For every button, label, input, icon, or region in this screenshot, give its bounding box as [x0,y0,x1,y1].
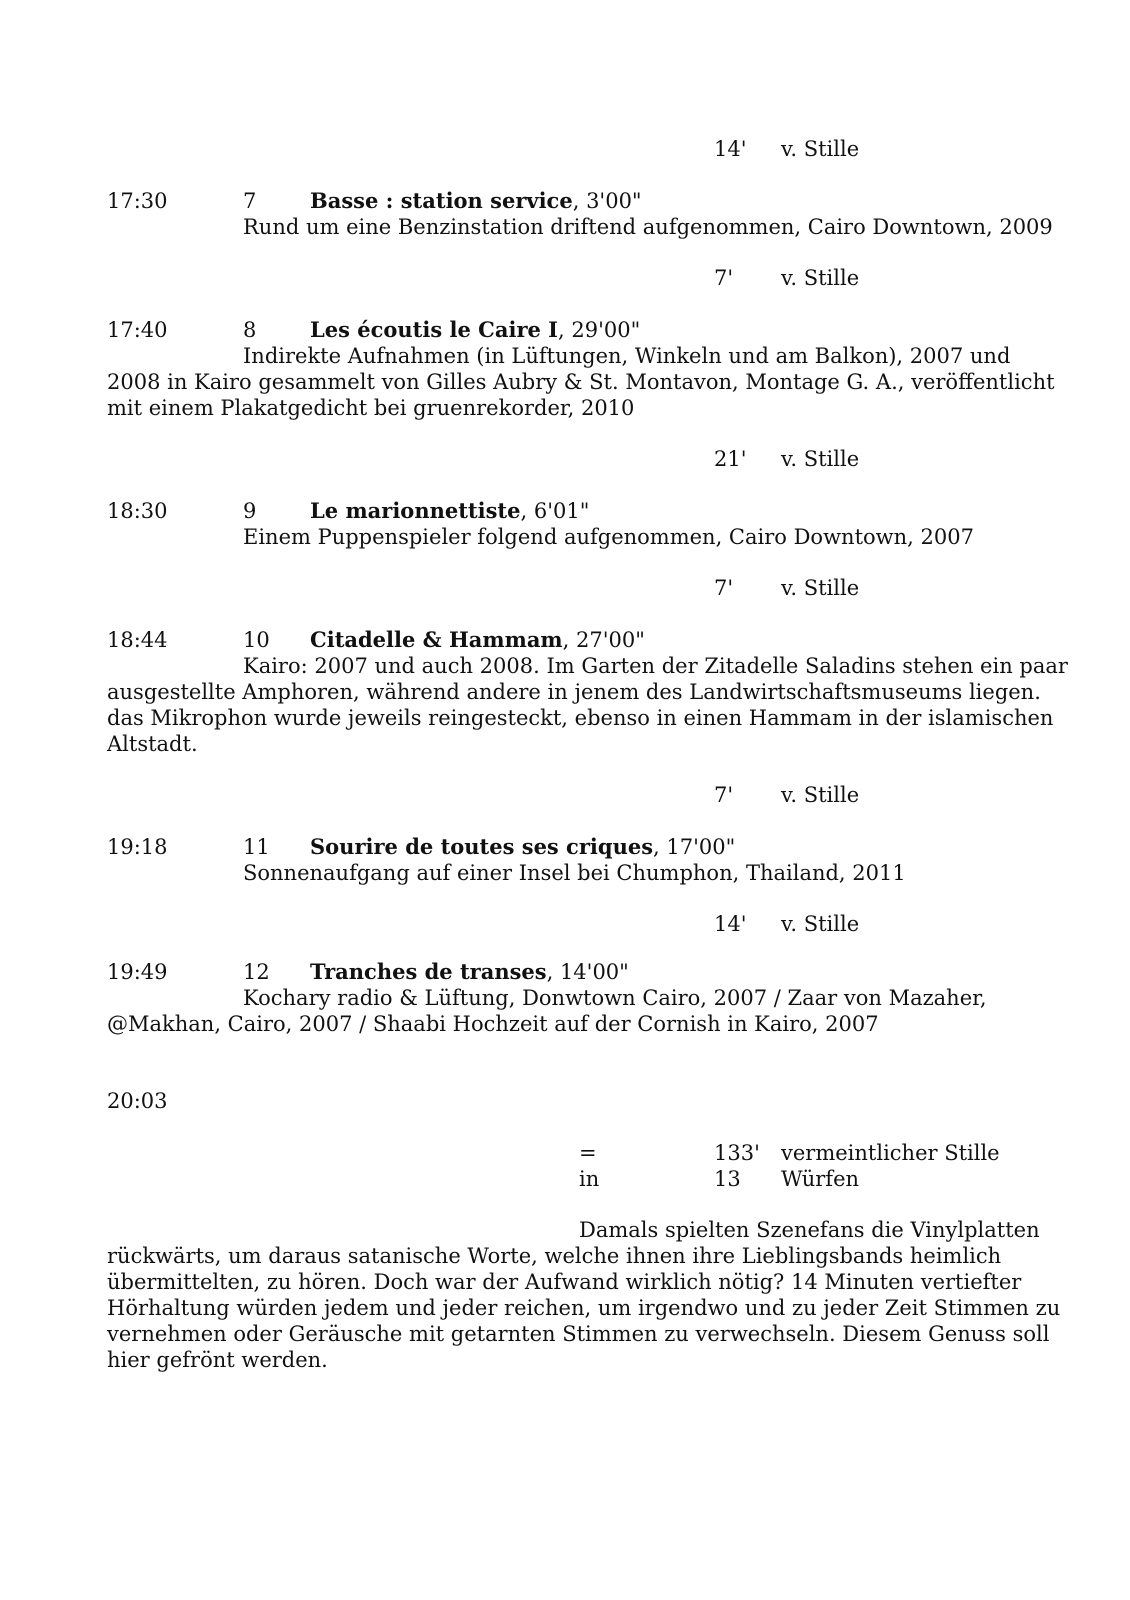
track-number: 12 [243,960,270,984]
track-title: Tranches de transes [310,959,547,984]
track-description: Einem Puppenspieler folgend aufgenommen, Cairo Downtown, 2007 [243,525,974,549]
track-heading [310,959,629,985]
silence-label: v. Stille [781,266,860,290]
track-title: Le marionnettiste [310,498,521,523]
track-title: Basse : station service [310,188,573,213]
track-duration: , 14'00" [546,960,629,984]
summary-operator: in [579,1167,600,1191]
track-time: 19:49 [107,960,168,984]
track-description: Kochary radio & Lüftung, Donwtown Cairo, 2007 / Zaar von Mazaher, [243,986,987,1010]
silence-label: v. Stille [781,576,860,600]
closing-paragraph-line: übermittelten, zu hören. Doch war der Aufwand wirklich nötig? 14 Minuten vertiefter [107,1270,1022,1294]
silence-label: v. Stille [781,447,860,471]
summary-text: vermeintlicher Stille [781,1141,1000,1165]
track-time: 18:44 [107,628,168,652]
closing-paragraph-line: Damals spielten Szenefans die Vinylplatten [579,1218,1040,1242]
track-description: ausgestellte Amphoren, während andere in jenem des Landwirtschaftsmuseums liegen. [107,680,1041,704]
summary-value: 133' [714,1141,760,1165]
silence-label: v. Stille [781,137,860,161]
track-heading [310,188,642,214]
silence-label: v. Stille [781,912,860,936]
track-duration: , 17'00" [653,835,736,859]
track-title: Citadelle & Hammam [310,627,563,652]
silence-minutes: 7' [714,576,734,600]
track-duration: , 3'00" [572,189,642,213]
track-heading [310,498,589,524]
silence-minutes: 7' [714,266,734,290]
track-duration: , 6'01" [520,499,590,523]
summary-value: 13 [714,1167,741,1191]
track-description: Rund um eine Benzinstation driftend aufgenommen, Cairo Downtown, 2009 [243,215,1053,239]
track-number: 11 [243,835,270,859]
silence-minutes: 7' [714,783,734,807]
silence-minutes: 14' [714,137,747,161]
closing-paragraph-line: rückwärts, um daraus satanische Worte, welche ihnen ihre Lieblingsbands heimlich [107,1244,1002,1268]
track-description: Altstadt. [107,732,198,756]
track-title: Les écoutis le Caire I [310,317,559,342]
summary-operator: = [579,1141,597,1165]
track-time: 18:30 [107,499,168,523]
track-heading [310,834,735,860]
silence-minutes: 21' [714,447,747,471]
track-description: Kairo: 2007 und auch 2008. Im Garten der Zitadelle Saladins stehen ein paar [243,654,1068,678]
summary-text: Würfen [781,1167,860,1191]
closing-paragraph-line: Hörhaltung würden jedem und jeder reichen, um irgendwo und zu jeder Zeit Stimmen zu [107,1296,1061,1320]
track-number: 9 [243,499,257,523]
closing-paragraph-line: vernehmen oder Geräusche mit getarnten Stimmen zu verwechseln. Diesem Genuss soll [107,1322,1050,1346]
track-time: 17:40 [107,318,168,342]
track-number: 10 [243,628,270,652]
track-description: mit einem Plakatgedicht bei gruenrekorder, 2010 [107,396,635,420]
track-number: 7 [243,189,257,213]
track-description: @Makhan, Cairo, 2007 / Shaabi Hochzeit auf der Cornish in Kairo, 2007 [107,1012,879,1036]
track-description: das Mikrophon wurde jeweils reingesteckt, ebenso in einen Hammam in der islamischen [107,706,1054,730]
track-duration: , 27'00" [562,628,645,652]
track-description: Indirekte Aufnahmen (in Lüftungen, Winkeln und am Balkon), 2007 und [243,344,1011,368]
silence-minutes: 14' [714,912,747,936]
end-time: 20:03 [107,1089,168,1113]
track-description: Sonnenaufgang auf einer Insel bei Chumphon, Thailand, 2011 [243,861,906,885]
silence-label: v. Stille [781,783,860,807]
track-description: 2008 in Kairo gesammelt von Gilles Aubry & St. Montavon, Montage G. A., veröffentlicht [107,370,1055,394]
track-time: 17:30 [107,189,168,213]
track-time: 19:18 [107,835,168,859]
track-title: Sourire de toutes ses criques [310,834,654,859]
track-number: 8 [243,318,257,342]
track-heading [310,627,645,653]
closing-paragraph-line: hier gefrönt werden. [107,1348,328,1372]
track-duration: , 29'00" [558,318,641,342]
track-heading [310,317,640,343]
